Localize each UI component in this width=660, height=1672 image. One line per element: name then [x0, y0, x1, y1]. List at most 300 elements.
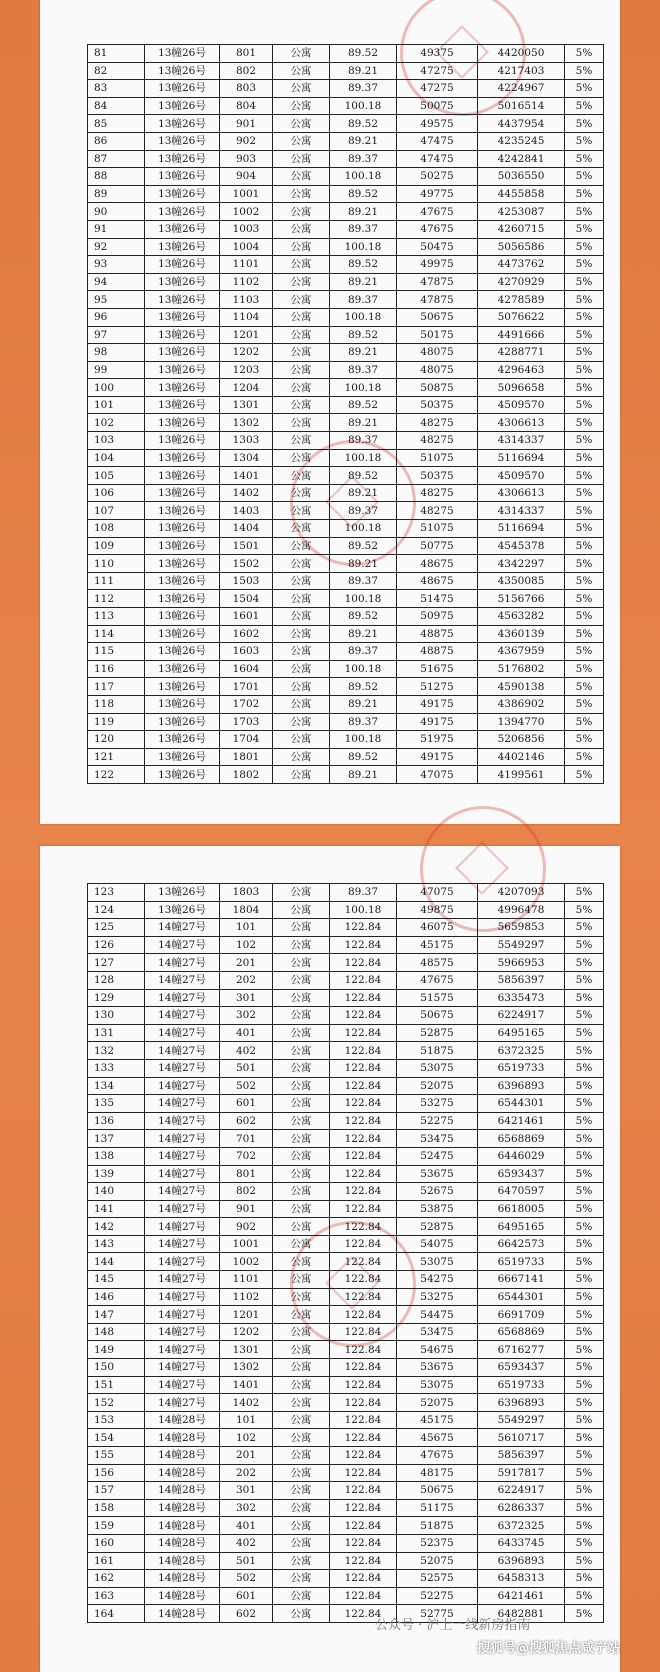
- area-cell: 122.84: [330, 1235, 397, 1253]
- unit-price-cell: 48675: [397, 572, 478, 590]
- usage-cell: 公寓: [273, 1376, 330, 1394]
- area-cell: 89.52: [330, 185, 397, 203]
- rate-cell: 5%: [565, 62, 604, 80]
- unit-price-cell: 52875: [397, 1218, 478, 1236]
- building-cell: 14幢28号: [145, 1552, 220, 1570]
- usage-cell: 公寓: [273, 168, 330, 186]
- table-row: [88, 115, 604, 133]
- usage-cell: 公寓: [273, 1306, 330, 1324]
- unit-price-cell: 51975: [397, 731, 478, 749]
- row-number-cell: 114: [88, 625, 145, 643]
- unit-price-cell: 47475: [397, 150, 478, 168]
- area-cell: 89.37: [330, 884, 397, 902]
- table-row: [88, 608, 604, 626]
- row-number-cell: 93: [88, 256, 145, 274]
- rate-cell: 5%: [565, 901, 604, 919]
- total-price-cell: 6482881: [478, 1605, 565, 1623]
- area-cell: 89.21: [330, 555, 397, 573]
- building-cell: 14幢27号: [145, 1341, 220, 1359]
- table-row: [88, 1042, 604, 1060]
- usage-cell: 公寓: [273, 1077, 330, 1095]
- total-price-cell: 6286337: [478, 1499, 565, 1517]
- room-cell: 902: [220, 1218, 273, 1236]
- unit-price-cell: 52075: [397, 1394, 478, 1412]
- building-cell: 14幢28号: [145, 1429, 220, 1447]
- total-price-cell: 6519733: [478, 1253, 565, 1271]
- table-row: [88, 1359, 604, 1377]
- row-number-cell: 126: [88, 936, 145, 954]
- rate-cell: 5%: [565, 884, 604, 902]
- building-cell: 14幢27号: [145, 1253, 220, 1271]
- total-price-cell: 4367959: [478, 643, 565, 661]
- total-price-cell: 5856397: [478, 1447, 565, 1465]
- building-cell: 13幢26号: [145, 695, 220, 713]
- unit-price-cell: 48075: [397, 344, 478, 362]
- building-cell: 13幢26号: [145, 168, 220, 186]
- area-cell: 122.84: [330, 1077, 397, 1095]
- area-cell: 89.37: [330, 291, 397, 309]
- table-row: [88, 1411, 604, 1429]
- building-cell: 13幢26号: [145, 608, 220, 626]
- rate-cell: 5%: [565, 185, 604, 203]
- usage-cell: 公寓: [273, 1394, 330, 1412]
- area-cell: 89.37: [330, 220, 397, 238]
- rate-cell: 5%: [565, 989, 604, 1007]
- rate-cell: 5%: [565, 660, 604, 678]
- row-number-cell: 83: [88, 80, 145, 98]
- area-cell: 122.84: [330, 1323, 397, 1341]
- usage-cell: 公寓: [273, 1095, 330, 1113]
- rate-cell: 5%: [565, 1095, 604, 1113]
- room-cell: 201: [220, 1447, 273, 1465]
- rate-cell: 5%: [565, 1183, 604, 1201]
- table-row: [88, 901, 604, 919]
- usage-cell: 公寓: [273, 308, 330, 326]
- unit-price-cell: 50375: [397, 396, 478, 414]
- total-price-cell: 4342297: [478, 555, 565, 573]
- unit-price-cell: 52475: [397, 1147, 478, 1165]
- row-number-cell: 153: [88, 1411, 145, 1429]
- building-cell: 14幢27号: [145, 1095, 220, 1113]
- area-cell: 89.37: [330, 432, 397, 450]
- unit-price-cell: 49575: [397, 115, 478, 133]
- usage-cell: 公寓: [273, 1288, 330, 1306]
- row-number-cell: 132: [88, 1042, 145, 1060]
- room-cell: 1103: [220, 291, 273, 309]
- table-row: [88, 520, 604, 538]
- area-cell: 89.52: [330, 537, 397, 555]
- area-cell: 122.84: [330, 954, 397, 972]
- unit-price-cell: 53075: [397, 1059, 478, 1077]
- table-row: [88, 185, 604, 203]
- room-cell: 1302: [220, 414, 273, 432]
- rate-cell: 5%: [565, 414, 604, 432]
- usage-cell: 公寓: [273, 1482, 330, 1500]
- area-cell: 122.84: [330, 971, 397, 989]
- table-row: [88, 344, 604, 362]
- row-number-cell: 138: [88, 1147, 145, 1165]
- room-cell: 1001: [220, 185, 273, 203]
- building-cell: 13幢26号: [145, 590, 220, 608]
- usage-cell: 公寓: [273, 678, 330, 696]
- usage-cell: 公寓: [273, 150, 330, 168]
- area-cell: 122.84: [330, 1306, 397, 1324]
- rate-cell: 5%: [565, 203, 604, 221]
- usage-cell: 公寓: [273, 1359, 330, 1377]
- usage-cell: 公寓: [273, 537, 330, 555]
- table-row: [88, 1447, 604, 1465]
- usage-cell: 公寓: [273, 1605, 330, 1623]
- unit-price-cell: 50075: [397, 97, 478, 115]
- total-price-cell: 5116694: [478, 520, 565, 538]
- building-cell: 13幢26号: [145, 537, 220, 555]
- total-price-cell: 4224967: [478, 80, 565, 98]
- table-row: [88, 695, 604, 713]
- rate-cell: 5%: [565, 1359, 604, 1377]
- rate-cell: 5%: [565, 484, 604, 502]
- rate-cell: 5%: [565, 1552, 604, 1570]
- unit-price-cell: 53275: [397, 1288, 478, 1306]
- rate-cell: 5%: [565, 695, 604, 713]
- table-row: [88, 414, 604, 432]
- total-price-cell: 6593437: [478, 1359, 565, 1377]
- table-row: [88, 379, 604, 397]
- table-row: [88, 1059, 604, 1077]
- unit-price-cell: 45675: [397, 1429, 478, 1447]
- total-price-cell: 5036550: [478, 168, 565, 186]
- usage-cell: 公寓: [273, 1499, 330, 1517]
- area-cell: 122.84: [330, 1394, 397, 1412]
- room-cell: 1504: [220, 590, 273, 608]
- area-cell: 100.18: [330, 379, 397, 397]
- row-number-cell: 156: [88, 1464, 145, 1482]
- unit-price-cell: 47075: [397, 766, 478, 784]
- rate-cell: 5%: [565, 936, 604, 954]
- usage-cell: 公寓: [273, 766, 330, 784]
- rate-cell: 5%: [565, 713, 604, 731]
- room-cell: 1402: [220, 484, 273, 502]
- room-cell: 602: [220, 1605, 273, 1623]
- rate-cell: 5%: [565, 1394, 604, 1412]
- table-row: [88, 713, 604, 731]
- rate-cell: 5%: [565, 1024, 604, 1042]
- row-number-cell: 84: [88, 97, 145, 115]
- room-cell: 1601: [220, 608, 273, 626]
- rate-cell: 5%: [565, 1534, 604, 1552]
- usage-cell: 公寓: [273, 80, 330, 98]
- table-row: [88, 1323, 604, 1341]
- usage-cell: 公寓: [273, 520, 330, 538]
- unit-price-cell: 50875: [397, 379, 478, 397]
- rate-cell: 5%: [565, 1077, 604, 1095]
- total-price-cell: 5076622: [478, 308, 565, 326]
- total-price-cell: 6667141: [478, 1271, 565, 1289]
- row-number-cell: 142: [88, 1218, 145, 1236]
- unit-price-cell: 48875: [397, 625, 478, 643]
- rate-cell: 5%: [565, 396, 604, 414]
- area-cell: 122.84: [330, 1165, 397, 1183]
- room-cell: 1101: [220, 1271, 273, 1289]
- usage-cell: 公寓: [273, 1042, 330, 1060]
- room-cell: 701: [220, 1130, 273, 1148]
- room-cell: 901: [220, 1200, 273, 1218]
- unit-price-cell: 48575: [397, 954, 478, 972]
- usage-cell: 公寓: [273, 919, 330, 937]
- room-cell: 1703: [220, 713, 273, 731]
- unit-price-cell: 53875: [397, 1200, 478, 1218]
- table-row: [88, 954, 604, 972]
- table-row: [88, 1147, 604, 1165]
- table-row: [88, 1165, 604, 1183]
- room-cell: 1002: [220, 1253, 273, 1271]
- price-table-body: [88, 45, 604, 784]
- total-price-cell: 4314337: [478, 502, 565, 520]
- total-price-cell: 5917817: [478, 1464, 565, 1482]
- usage-cell: 公寓: [273, 1411, 330, 1429]
- row-number-cell: 127: [88, 954, 145, 972]
- row-number-cell: 159: [88, 1517, 145, 1535]
- usage-cell: 公寓: [273, 1447, 330, 1465]
- unit-price-cell: 53475: [397, 1323, 478, 1341]
- table-row: [88, 1587, 604, 1605]
- row-number-cell: 103: [88, 432, 145, 450]
- usage-cell: 公寓: [273, 414, 330, 432]
- rate-cell: 5%: [565, 1130, 604, 1148]
- total-price-cell: 6716277: [478, 1341, 565, 1359]
- row-number-cell: 116: [88, 660, 145, 678]
- usage-cell: 公寓: [273, 45, 330, 63]
- total-price-cell: 6224917: [478, 1482, 565, 1500]
- usage-cell: 公寓: [273, 273, 330, 291]
- usage-cell: 公寓: [273, 449, 330, 467]
- price-sheet-page-1: [40, 0, 620, 824]
- row-number-cell: 139: [88, 1165, 145, 1183]
- row-number-cell: 151: [88, 1376, 145, 1394]
- unit-price-cell: 51475: [397, 590, 478, 608]
- unit-price-cell: 48275: [397, 414, 478, 432]
- total-price-cell: 5549297: [478, 1411, 565, 1429]
- unit-price-cell: 51275: [397, 678, 478, 696]
- building-cell: 14幢27号: [145, 1200, 220, 1218]
- rate-cell: 5%: [565, 608, 604, 626]
- row-number-cell: 92: [88, 238, 145, 256]
- unit-price-cell: 48075: [397, 361, 478, 379]
- table-row: [88, 1552, 604, 1570]
- row-number-cell: 130: [88, 1007, 145, 1025]
- table-row: [88, 432, 604, 450]
- building-cell: 13幢26号: [145, 449, 220, 467]
- usage-cell: 公寓: [273, 1147, 330, 1165]
- room-cell: 502: [220, 1570, 273, 1588]
- unit-price-cell: 54275: [397, 1271, 478, 1289]
- row-number-cell: 155: [88, 1447, 145, 1465]
- unit-price-cell: 54075: [397, 1235, 478, 1253]
- room-cell: 1301: [220, 396, 273, 414]
- room-cell: 101: [220, 1411, 273, 1429]
- total-price-cell: 6446029: [478, 1147, 565, 1165]
- building-cell: 14幢28号: [145, 1517, 220, 1535]
- room-cell: 801: [220, 45, 273, 63]
- rate-cell: 5%: [565, 1165, 604, 1183]
- area-cell: 89.21: [330, 766, 397, 784]
- building-cell: 14幢27号: [145, 1024, 220, 1042]
- row-number-cell: 81: [88, 45, 145, 63]
- area-cell: 89.37: [330, 150, 397, 168]
- rate-cell: 5%: [565, 467, 604, 485]
- rate-cell: 5%: [565, 220, 604, 238]
- unit-price-cell: 47675: [397, 1447, 478, 1465]
- area-cell: 89.21: [330, 62, 397, 80]
- row-number-cell: 111: [88, 572, 145, 590]
- unit-price-cell: 50775: [397, 537, 478, 555]
- building-cell: 14幢28号: [145, 1570, 220, 1588]
- usage-cell: 公寓: [273, 1024, 330, 1042]
- building-cell: 13幢26号: [145, 484, 220, 502]
- usage-cell: 公寓: [273, 989, 330, 1007]
- building-cell: 13幢26号: [145, 132, 220, 150]
- area-cell: 89.52: [330, 608, 397, 626]
- table-row: [88, 62, 604, 80]
- building-cell: 14幢27号: [145, 919, 220, 937]
- room-cell: 1804: [220, 901, 273, 919]
- area-cell: 89.21: [330, 625, 397, 643]
- unit-price-cell: 54475: [397, 1306, 478, 1324]
- row-number-cell: 101: [88, 396, 145, 414]
- table-row: [88, 1200, 604, 1218]
- building-cell: 14幢27号: [145, 1042, 220, 1060]
- table-row: [88, 748, 604, 766]
- rate-cell: 5%: [565, 502, 604, 520]
- rate-cell: 5%: [565, 748, 604, 766]
- room-cell: 1503: [220, 572, 273, 590]
- unit-price-cell: 47275: [397, 62, 478, 80]
- rate-cell: 5%: [565, 132, 604, 150]
- room-cell: 1704: [220, 731, 273, 749]
- room-cell: 202: [220, 971, 273, 989]
- table-row: [88, 1482, 604, 1500]
- table-row: [88, 467, 604, 485]
- usage-cell: 公寓: [273, 608, 330, 626]
- total-price-cell: 4270929: [478, 273, 565, 291]
- building-cell: 13幢26号: [145, 45, 220, 63]
- table-row: [88, 1341, 604, 1359]
- building-cell: 14幢27号: [145, 1147, 220, 1165]
- table-row: [88, 1394, 604, 1412]
- usage-cell: 公寓: [273, 1570, 330, 1588]
- table-row: [88, 766, 604, 784]
- table-row: [88, 537, 604, 555]
- building-cell: 13幢26号: [145, 502, 220, 520]
- row-number-cell: 158: [88, 1499, 145, 1517]
- row-number-cell: 157: [88, 1482, 145, 1500]
- total-price-cell: 4996478: [478, 901, 565, 919]
- row-number-cell: 89: [88, 185, 145, 203]
- usage-cell: 公寓: [273, 1271, 330, 1289]
- total-price-cell: 5549297: [478, 936, 565, 954]
- building-cell: 14幢27号: [145, 1271, 220, 1289]
- room-cell: 803: [220, 80, 273, 98]
- room-cell: 1301: [220, 1341, 273, 1359]
- usage-cell: 公寓: [273, 625, 330, 643]
- source-watermark: 搜狐号@搜狐焦点咸宁站: [476, 1641, 620, 1656]
- room-cell: 1001: [220, 1235, 273, 1253]
- total-price-cell: 4545378: [478, 537, 565, 555]
- total-price-cell: 6495165: [478, 1218, 565, 1236]
- row-number-cell: 135: [88, 1095, 145, 1113]
- room-cell: 1604: [220, 660, 273, 678]
- table-row: [88, 1095, 604, 1113]
- total-price-cell: 6691709: [478, 1306, 565, 1324]
- row-number-cell: 163: [88, 1587, 145, 1605]
- room-cell: 602: [220, 1112, 273, 1130]
- area-cell: 122.84: [330, 1376, 397, 1394]
- table-row: [88, 1376, 604, 1394]
- area-cell: 89.52: [330, 396, 397, 414]
- usage-cell: 公寓: [273, 1218, 330, 1236]
- room-cell: 1102: [220, 273, 273, 291]
- usage-cell: 公寓: [273, 731, 330, 749]
- wechat-account-label: 公众号 · 沪上一线新房指南: [375, 1618, 531, 1633]
- unit-price-cell: 51675: [397, 660, 478, 678]
- row-number-cell: 133: [88, 1059, 145, 1077]
- rate-cell: 5%: [565, 80, 604, 98]
- price-table: [87, 883, 604, 1623]
- table-row: [88, 80, 604, 98]
- building-cell: 14幢28号: [145, 1587, 220, 1605]
- building-cell: 13幢26号: [145, 185, 220, 203]
- unit-price-cell: 49175: [397, 713, 478, 731]
- room-cell: 1002: [220, 203, 273, 221]
- table-row: [88, 45, 604, 63]
- building-cell: 13幢26号: [145, 379, 220, 397]
- rate-cell: 5%: [565, 1587, 604, 1605]
- table-row: [88, 1218, 604, 1236]
- room-cell: 101: [220, 919, 273, 937]
- price-table: [87, 44, 604, 784]
- total-price-cell: 6544301: [478, 1095, 565, 1113]
- building-cell: 13幢26号: [145, 97, 220, 115]
- table-row: [88, 884, 604, 902]
- usage-cell: 公寓: [273, 484, 330, 502]
- rate-cell: 5%: [565, 344, 604, 362]
- total-price-cell: 6458313: [478, 1570, 565, 1588]
- unit-price-cell: 52075: [397, 1077, 478, 1095]
- total-price-cell: 1394770: [478, 713, 565, 731]
- building-cell: 14幢27号: [145, 1288, 220, 1306]
- room-cell: 1502: [220, 555, 273, 573]
- building-cell: 14幢27号: [145, 1218, 220, 1236]
- area-cell: 89.21: [330, 414, 397, 432]
- room-cell: 301: [220, 989, 273, 1007]
- row-number-cell: 90: [88, 203, 145, 221]
- rate-cell: 5%: [565, 308, 604, 326]
- room-cell: 903: [220, 150, 273, 168]
- rate-cell: 5%: [565, 150, 604, 168]
- row-number-cell: 125: [88, 919, 145, 937]
- building-cell: 14幢27号: [145, 1306, 220, 1324]
- rate-cell: 5%: [565, 537, 604, 555]
- room-cell: 401: [220, 1024, 273, 1042]
- usage-cell: 公寓: [273, 1200, 330, 1218]
- room-cell: 1603: [220, 643, 273, 661]
- row-number-cell: 123: [88, 884, 145, 902]
- unit-price-cell: 51875: [397, 1517, 478, 1535]
- usage-cell: 公寓: [273, 572, 330, 590]
- area-cell: 122.84: [330, 1200, 397, 1218]
- room-cell: 1404: [220, 520, 273, 538]
- building-cell: 13幢26号: [145, 731, 220, 749]
- total-price-cell: 4437954: [478, 115, 565, 133]
